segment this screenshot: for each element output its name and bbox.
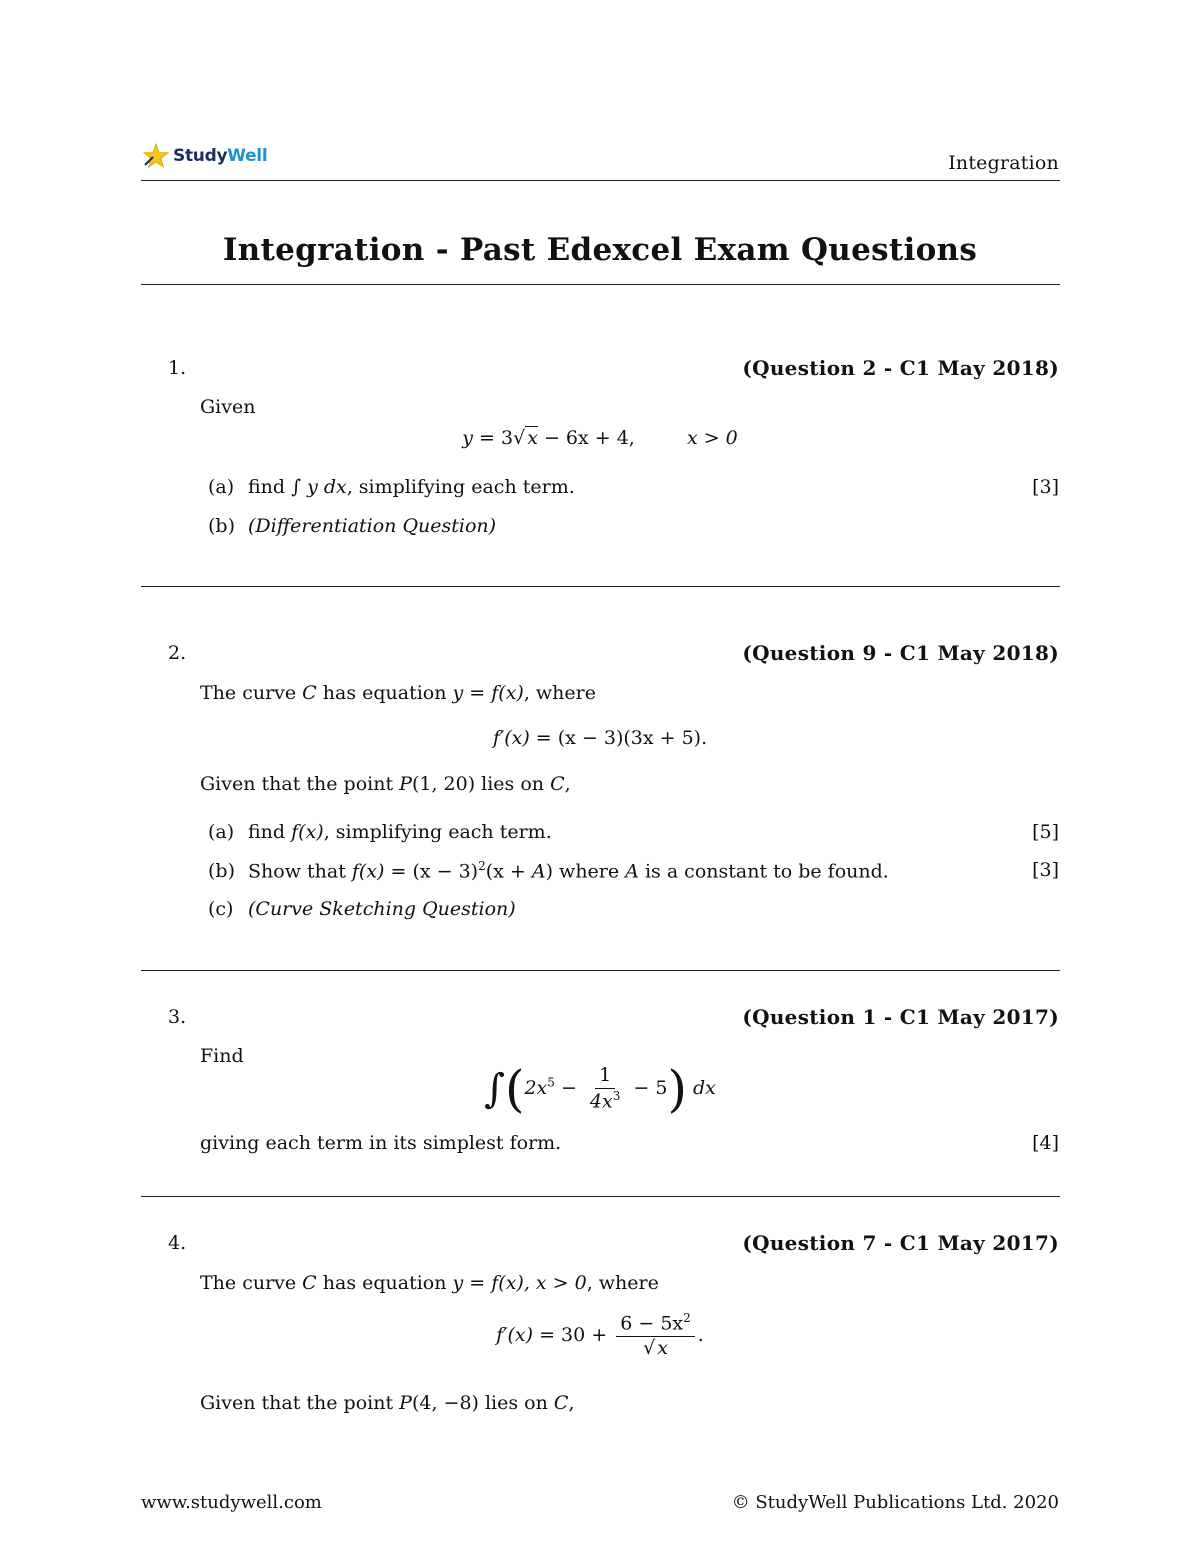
q1-intro: Given [200,396,256,418]
q3-term1: 2x [524,1077,548,1099]
q2-part-b-a2: A [625,860,639,883]
q4-equation [0,1312,1200,1360]
q2-part-b-mid: = (x − 3) [384,860,479,883]
q1-part-b-label: (b) [208,515,235,537]
q4-reference: (Question 7 - C1 May 2017) [742,1231,1059,1255]
q3-closing: giving each term in its simplest form. [200,1132,562,1154]
q4-given-c: C [553,1392,569,1414]
q2-part-b-fx: f(x) [351,860,385,883]
logo-well-text: Well [227,146,268,166]
logo-study-text: Study [173,146,228,166]
q2-given-3: , [564,773,571,795]
q2-intro-c: C [302,682,317,704]
q3-divider [141,1196,1060,1197]
q1-eq-condition: x > 0 [686,427,738,449]
q2-part-c [208,898,516,920]
q1-part-a-var: y dx [307,476,347,498]
q3-frac-den: 4x [589,1090,613,1113]
q4-frac-num: 6 − 5x [620,1312,684,1335]
q2-given-p: P [399,773,412,795]
q4-intro-c: C [302,1272,317,1294]
q4-number: 4. [168,1232,187,1254]
q1-part-a-post: , simplifying each term. [346,476,575,498]
q3-frac-num: 1 [595,1065,615,1089]
q1-eq-rest: − 6x + 4, [537,427,635,449]
q4-given-2: (4, −8) lies on [411,1392,554,1414]
q2-given-2: (1, 20) lies on [411,773,551,795]
q4-frac-num-sup: 2 [683,1311,691,1325]
q2-part-b-a: A [531,860,546,883]
star-icon [143,143,169,169]
title-rule [141,284,1060,285]
q3-minus: − [554,1077,583,1099]
q2-given-1: Given that the point [200,773,400,795]
q1-eq-mid: = 3 [472,427,514,449]
q2-part-a-marks: [5] [1032,821,1059,843]
q3-paren-open: ( [504,1060,525,1118]
q2-part-c-label: (c) [208,898,234,920]
q3-integral [0,1060,1200,1118]
q4-intro-1: The curve [200,1272,303,1294]
q4-frac-den: x [657,1337,668,1360]
header-section-title: Integration [948,152,1059,174]
q2-part-a-fx: f(x) [291,821,324,843]
footer-copyright: © StudyWell Publications Ltd. 2020 [731,1492,1059,1513]
q3-term1-sup: 5 [547,1075,555,1090]
q2-intro-2: has equation [316,682,453,704]
q4-eq-end: . [697,1324,704,1346]
q1-eq-sqrt-arg: x [527,427,538,449]
q2-eq-lhs: f′(x) [492,727,530,749]
q2-intro-1: The curve [200,682,303,704]
q4-given-1: Given that the point [200,1392,400,1414]
q2-divider [141,970,1060,971]
q2-part-b-mid3: ) where [545,860,626,883]
q2-part-a-post: , simplifying each term. [323,821,552,843]
q3-frac-den-sup: 3 [612,1088,621,1103]
q2-part-c-text: (Curve Sketching Question) [248,898,516,920]
q1-part-a-pre: find ∫ [248,476,302,498]
q3-paren-close: ) [667,1060,687,1118]
q3-marks: [4] [1032,1132,1059,1154]
q4-eq-lhs: f′(x) [496,1324,534,1346]
q2-intro [200,682,596,704]
q1-number: 1. [168,357,187,379]
q2-intro-3: , where [523,682,596,704]
q1-divider [141,586,1060,587]
q2-given-c: C [550,773,565,795]
q4-given-p: P [399,1392,412,1414]
q4-intro [200,1272,659,1294]
q2-part-b-sup: 2 [478,859,486,873]
q1-reference: (Question 2 - C1 May 2018) [742,356,1059,380]
q4-eq-mid: = 30 + [533,1324,614,1346]
q1-part-a [208,476,575,498]
q4-intro-2: has equation [316,1272,453,1294]
q3-term3: − 5 [627,1077,668,1099]
q1-eq-y: y [462,427,473,449]
q4-intro-eq: y = f(x), x > 0 [452,1272,587,1294]
q3-dx: dx [693,1077,716,1099]
q2-part-b-label: (b) [208,860,235,883]
q2-intro-eq: y = f(x) [452,682,524,704]
q2-number: 2. [168,642,187,664]
q1-equation: y = 3√ x − 6x + 4, x > 0 [462,427,738,449]
q2-part-a [208,821,552,843]
studywell-logo [143,141,267,171]
q3-intro: Find [200,1045,244,1067]
q3-reference: (Question 1 - C1 May 2017) [742,1005,1059,1029]
q3-number: 3. [168,1006,187,1028]
q2-eq-rhs: = (x − 3)(3x + 5). [529,727,708,749]
q2-equation [0,727,1200,749]
q2-part-a-label: (a) [208,821,235,843]
q3-integral-sign: ∫ [484,1066,505,1112]
q1-part-a-label: (a) [208,476,235,498]
q4-fraction: $\frac{6 - 5x^2}{√ x}$ [616,1312,695,1360]
q4-intro-3: , where [586,1272,659,1294]
q2-given [200,773,571,795]
q2-part-b-pre: Show that [248,860,352,883]
footer-website: www.studywell.com [141,1492,322,1513]
q1-part-b-text: (Differentiation Question) [248,515,497,537]
q1-part-b [208,515,496,537]
q2-part-b-post: is a constant to be found. [638,860,889,883]
q2-part-a-pre: find [248,821,292,843]
q2-part-b [208,859,889,882]
q3-fraction [586,1065,624,1113]
q2-part-b-mid2: (x + [485,860,532,883]
q1-part-a-marks: [3] [1032,476,1059,498]
q4-given-3: , [568,1392,575,1414]
q2-part-b-marks: [3] [1032,859,1059,881]
q4-given [200,1392,574,1414]
q2-reference: (Question 9 - C1 May 2018) [742,641,1059,665]
document-title: Integration - Past Edexcel Exam Questions [222,232,978,268]
header-rule [141,180,1060,181]
